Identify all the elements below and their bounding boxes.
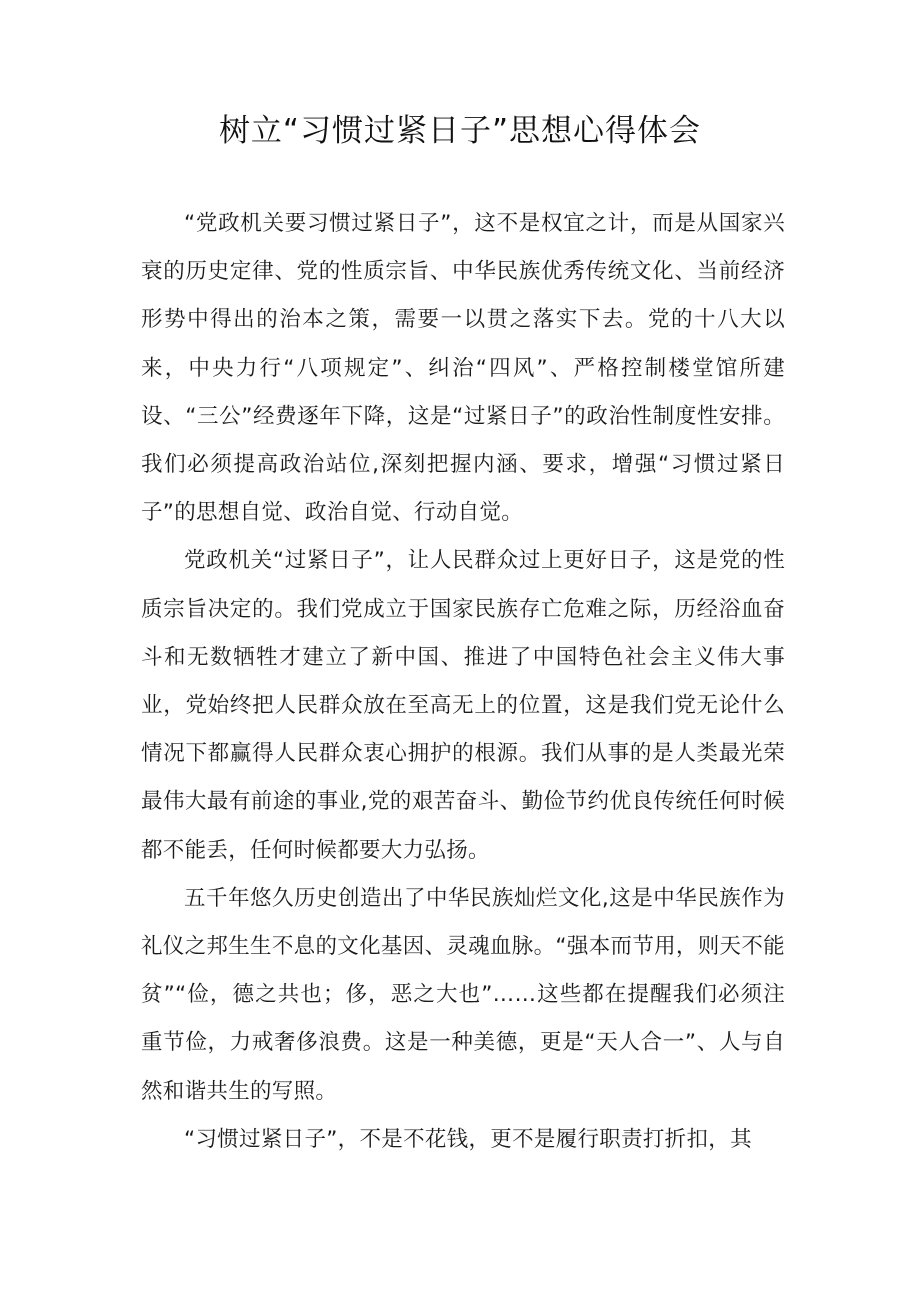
paragraph-2: 党政机关“过紧日子”，让人民群众过上更好日子，这是党的性质宗旨决定的。我们党成立于国家民族存亡危难之际，历经浴血奋斗和无数牺牲才建立了新中国、推进了中国特色社会主义伟大事业，党始终把人民群众放在至高无上的位置，这是我们党无论什么情况下都赢得人民群众衷心拥护的根源。我们从事的是人类最光荣最伟大最有前途的事业,党的艰苦奋斗、勤俭节约优良传统任何时候都不能丢，任何时候都要大力弘扬。 (141, 548, 785, 863)
paragraph-4: “习惯过紧日子”，不是不花钱，更不是履行职责打折扣，其 (184, 1126, 752, 1152)
document-body (141, 200, 785, 1164)
document-title: 树立“习惯过紧日子”思想心得体会 (218, 113, 702, 149)
paragraph-3: 五千年悠久历史创造出了中华民族灿烂文化,这是中华民族作为礼仪之邦生生不息的文化基因、灵魂血脉。“强本而节用，则天不能贫”“俭，德之共也；侈，恶之大也”……这些都在提醒我们必须注重节俭，力戒奢侈浪费。这是一种美德，更是“天人合一”、人与自然和谐共生的写照。 (141, 885, 785, 1104)
paragraph-1: “党政机关要习惯过紧日子”，这不是权宜之计，而是从国家兴衰的历史定律、党的性质宗旨、中华民族优秀传统文化、当前经济形势中得出的治本之策，需要一以贯之落实下去。党的十八大以来，中央力行“八项规定”、纠治“四风”、严格控制楼堂馆所建设、“三公”经费逐年下降，这是“过紧日子”的政治性制度性安排。我们必须提高政治站位,深刻把握内涵、要求，增强“习惯过紧日子”的思想自觉、政治自觉、行动自觉。 (141, 211, 785, 526)
